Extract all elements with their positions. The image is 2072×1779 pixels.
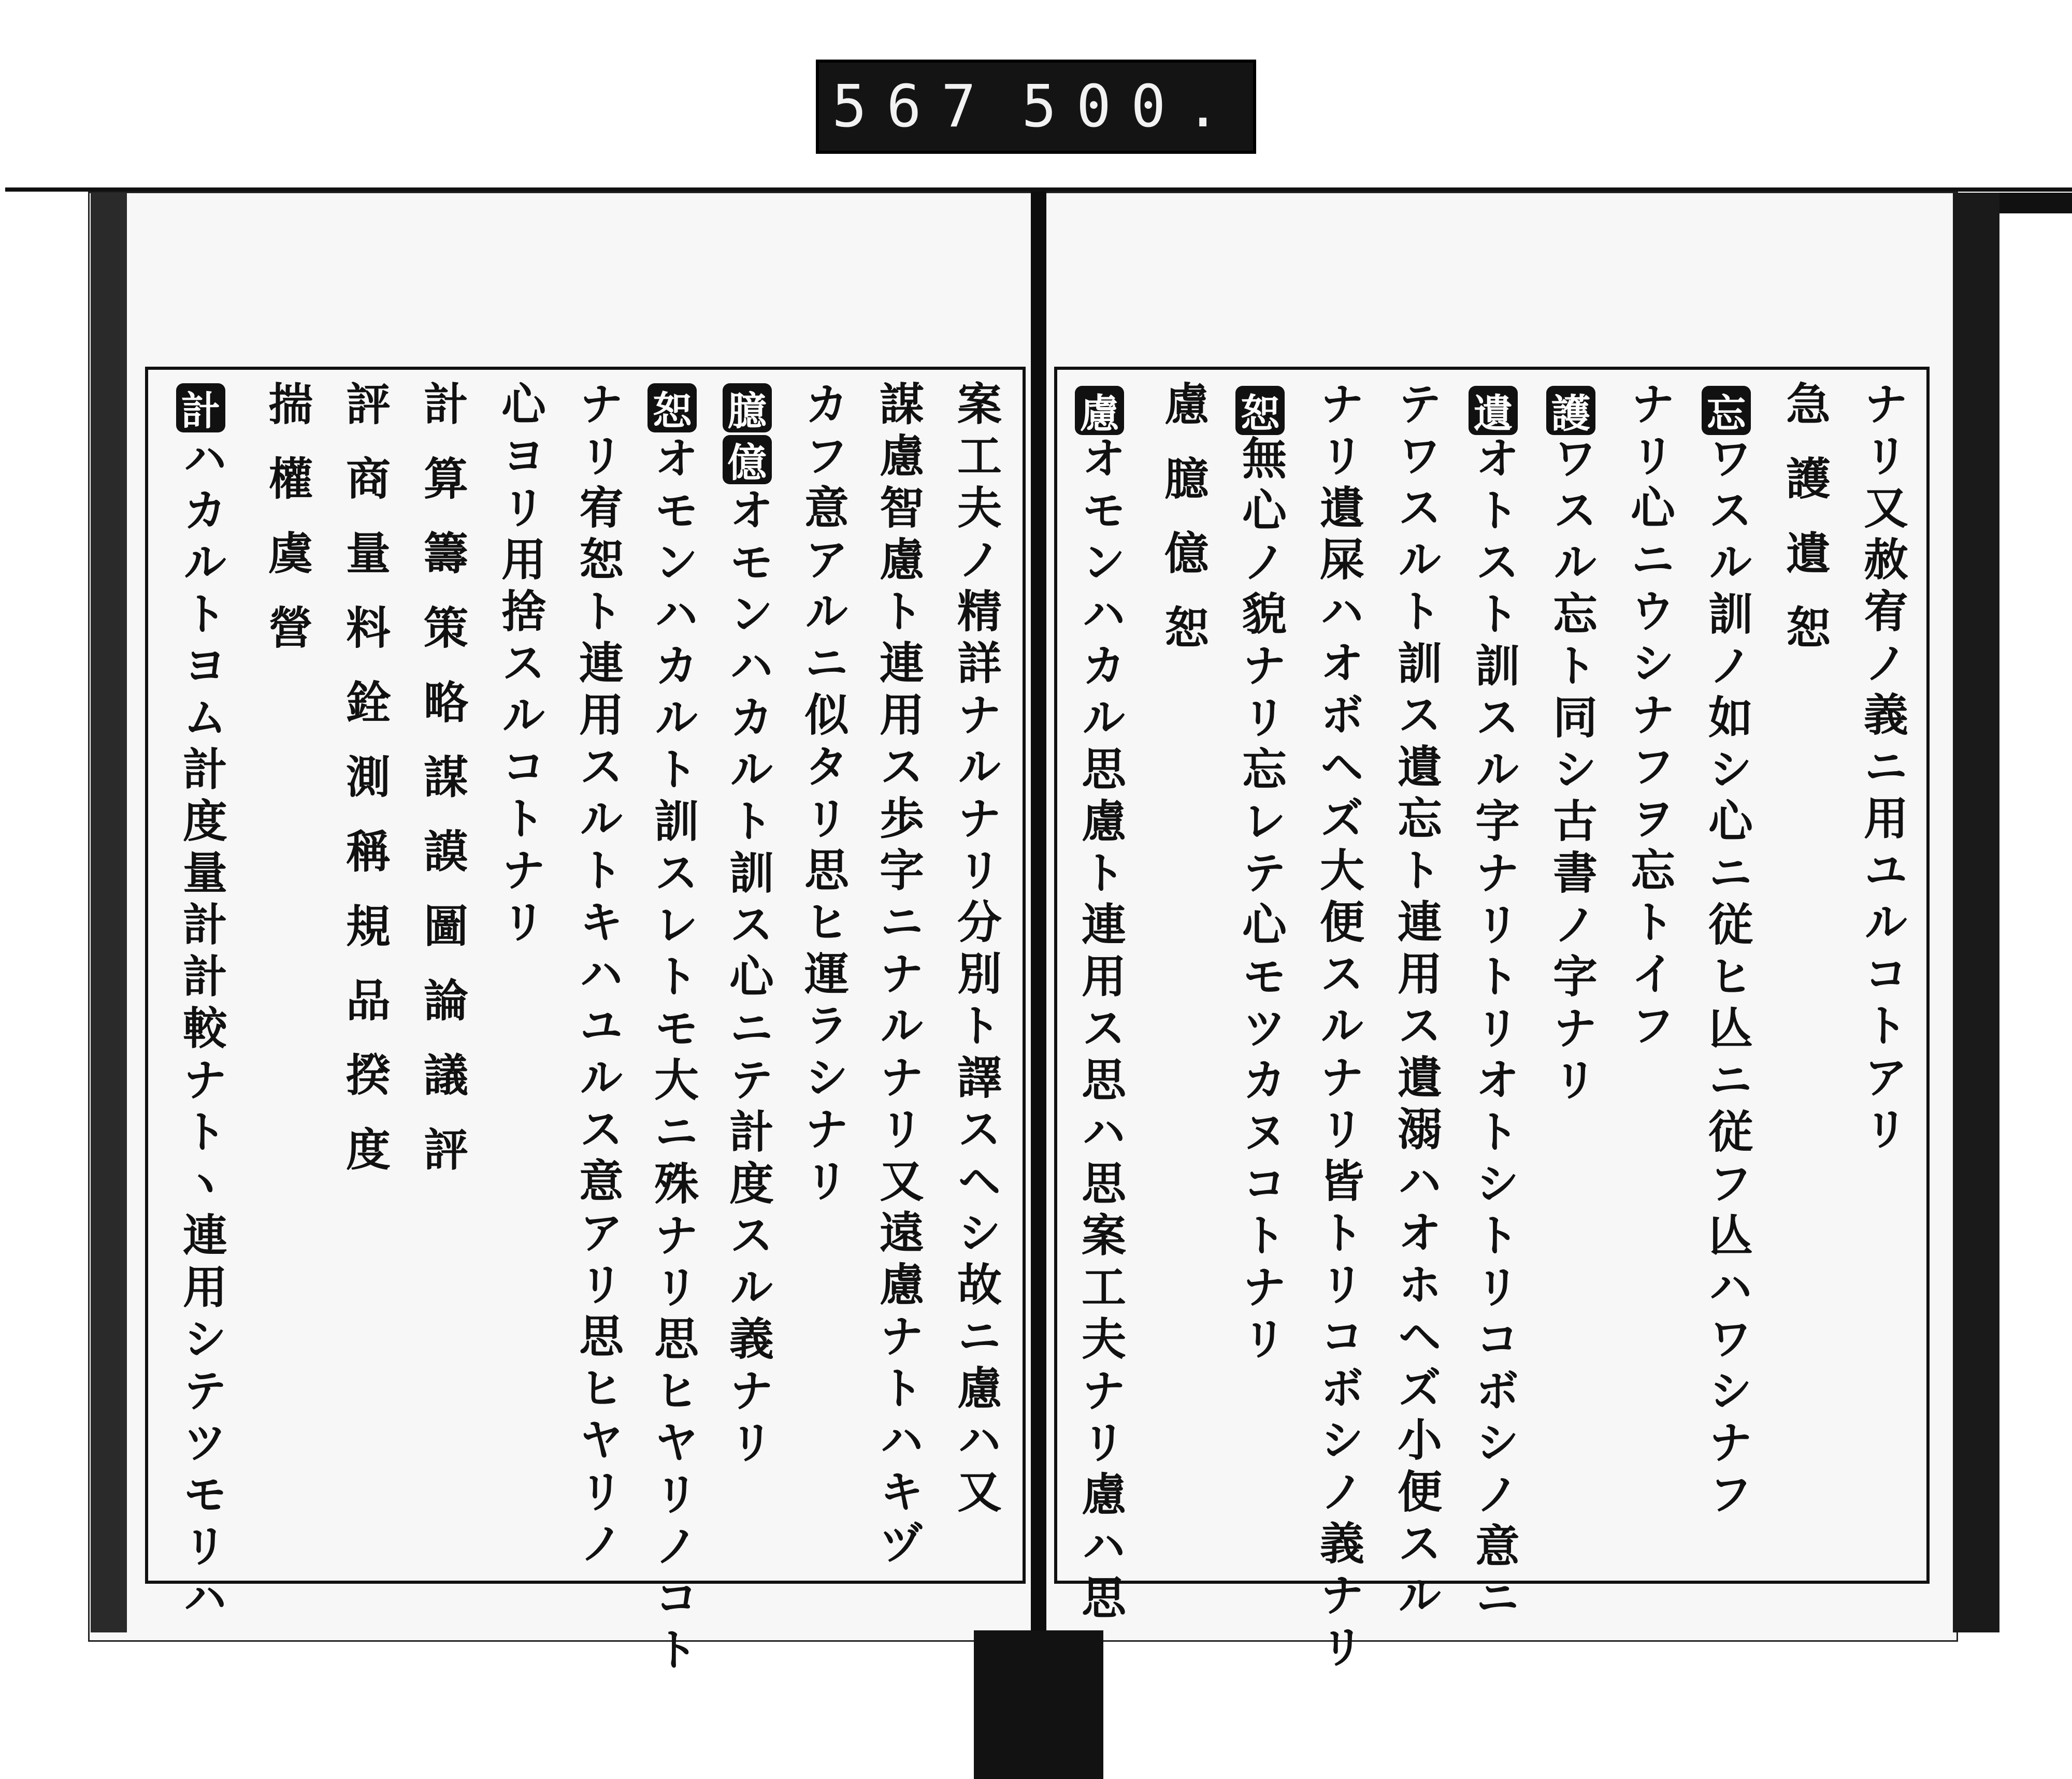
entry-head: 恕	[648, 383, 697, 432]
archive-number-label	[816, 60, 1256, 154]
text-column: オモンハカルト訓ス心ニテ計度スル義ナリ	[722, 487, 774, 1471]
text-column: 評 商 量 料 銓 測 稱 規 品 揆 度	[338, 381, 391, 1178]
entry-head: 億	[723, 435, 772, 484]
text-column: ワスル忘ト同シ古書ノ字ナリ	[1545, 435, 1598, 1108]
text-column: ナリ宥恕ト連用スルトキハユルス意アリ思ヒヤリノ	[571, 381, 624, 1572]
text-column: 案工夫ノ精詳ナルナリ分別ト譯スヘシ故ニ慮ハ又	[949, 381, 1002, 1520]
text-column: 急 護 遺 恕	[1778, 381, 1831, 656]
entry-head: 恕	[1235, 386, 1285, 435]
entry-head: 慮	[1075, 386, 1124, 435]
text-column: 揣 權 虞 營	[261, 381, 313, 656]
text-column: 計 算 籌 策 略 謀 謨 圖 論 議 評	[416, 381, 468, 1178]
text-column: オモンハカル思慮ト連用ス思ハ思案工夫ナリ慮ハ思	[1074, 435, 1126, 1626]
entry-head: 忘	[1702, 386, 1751, 435]
entry-head: 臆	[723, 383, 772, 432]
entry-head: 計	[176, 383, 225, 432]
text-column: テワスルト訓ス遺忘ト連用ス遺溺ハオホヘズ小便スル	[1390, 381, 1442, 1624]
text-column: オトスト訓スル字ナリトリオトシトリコボシノ意ニ	[1467, 435, 1520, 1626]
text-column: ナリ又赦宥ノ義ニ用ユルコトアリ	[1856, 381, 1908, 1158]
text-column: 謀慮智慮ト連用ス歩字ニナルナリ又遠慮ナトハキヅ	[872, 381, 924, 1572]
text-column: ナリ心ニウシナフヲ忘トイフ	[1623, 381, 1675, 1054]
entry-head: 遺	[1469, 386, 1518, 435]
entry-head: 護	[1546, 386, 1595, 435]
left-binding-strip	[91, 193, 127, 1632]
text-column: ワスル訓ノ如シ心ニ従ヒ亾ニ従フ亾ハワシナフ	[1701, 435, 1753, 1523]
right-binding-flap	[1999, 193, 2072, 213]
right-binding-strip	[1953, 193, 1999, 1632]
book-spine	[1031, 192, 1046, 1673]
text-column: カフ意アルニ似タリ思ヒ運ラシナリ	[797, 381, 849, 1209]
spine-bottom-block	[974, 1630, 1103, 1779]
text-column: 無心ノ貌ナリ忘レテ心モツカヌコトナリ	[1234, 435, 1287, 1367]
archive-number-left: 567	[831, 73, 996, 140]
text-column: オモンハカルト訓スレトモ大ニ殊ナリ思ヒヤリノコト	[646, 435, 699, 1678]
scan-top-line	[5, 187, 2072, 192]
text-column: 心ヨリ用捨スルコトナリ	[494, 381, 546, 950]
archive-number-right: 500.	[1021, 73, 1240, 140]
text-column: ハカルトヨム計度量計計較ナトヽ連用シテツモリハ	[175, 435, 227, 1626]
text-column: 慮 臆 億 恕	[1157, 381, 1209, 656]
text-column: ナリ遺屎ハオボヘズ大便スルナリ皆トリコボシノ義ナリ	[1312, 381, 1364, 1675]
